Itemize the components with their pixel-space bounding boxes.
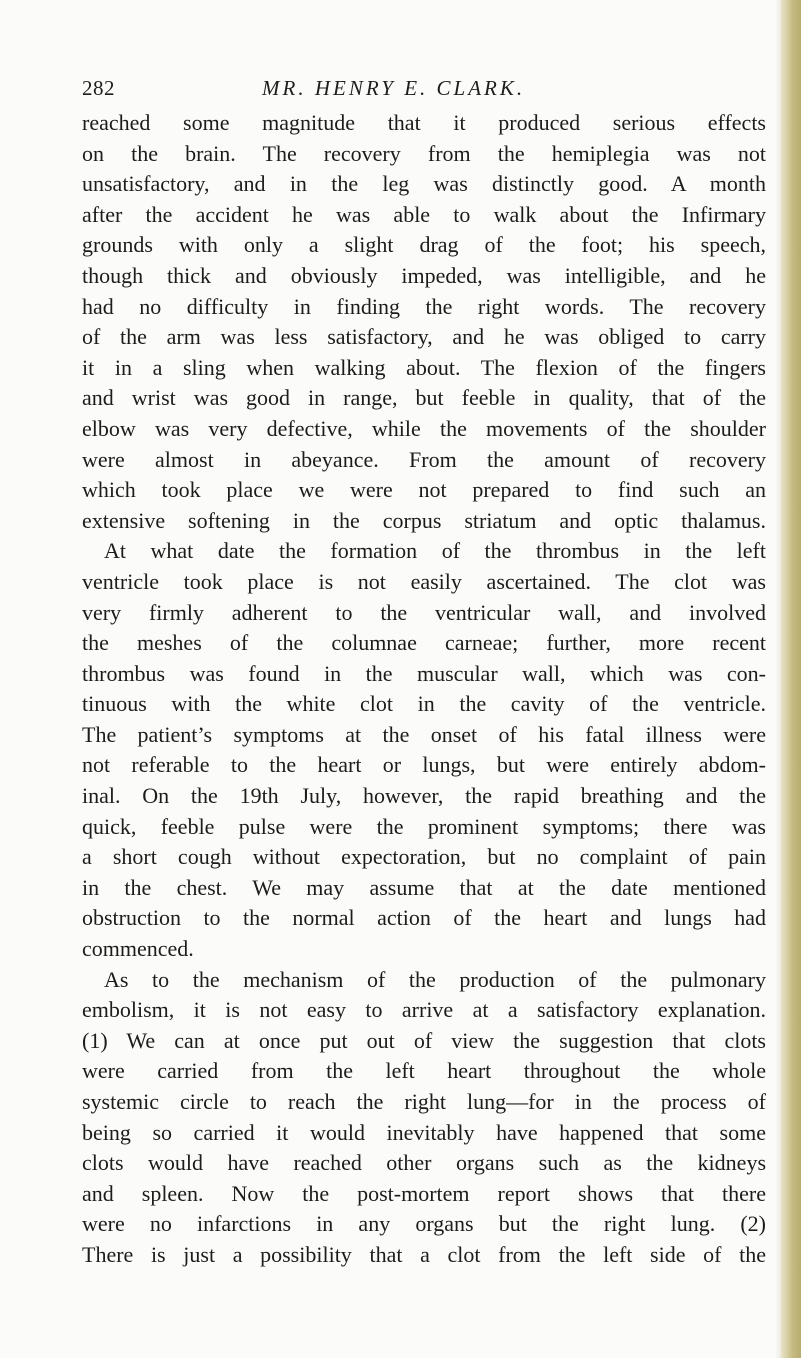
text-line: systemic circle to reach the right lung—for in the process of (82, 1089, 766, 1114)
text-line: on the brain. The recovery from the hemiplegia was not (82, 140, 766, 166)
text-line: At what date the formation of the thrombus in the left (104, 538, 766, 564)
text-line: obstruction to the normal action of the heart and lungs had (82, 905, 766, 931)
text-line: a short cough without expectoration, but no complaint of pain (82, 844, 766, 870)
text-line: ventricle took place is not easily ascertained. The clot was (82, 568, 766, 594)
text-line: were carried from the left heart throughout the whole (82, 1058, 766, 1084)
text-line: inal. On the 19th July, however, the rapid breathing and the (82, 783, 766, 809)
text-line: extensive softening in the corpus striatum and optic thalamus. (82, 507, 766, 533)
text-line: clots would have reached other organs such as the kidneys (82, 1150, 766, 1176)
text-line: of the arm was less satisfactory, and he was obliged to carry (82, 324, 766, 350)
text-line: tinuous with the white clot in the cavity of the ventricle. (82, 691, 766, 717)
text-line: though thick and obviously impeded, was intelligible, and he (82, 262, 766, 288)
text-line: As to the mechanism of the production of the pulmonary (104, 966, 766, 992)
page-edge (781, 0, 801, 1358)
text-line: and spleen. Now the post-mortem report shows that there (82, 1180, 766, 1206)
text-line: had no difficulty in finding the right words. The recovery (82, 293, 766, 319)
text-line: not referable to the heart or lungs, but were entirely abdom- (82, 752, 766, 778)
text-line: after the accident he was able to walk about the Infirmary (82, 201, 766, 227)
text-line: and wrist was good in range, but feeble in quality, that of the (82, 385, 766, 411)
text-line: it in a sling when walking about. The flexion of the fingers (82, 354, 766, 380)
body-text (82, 108, 766, 1271)
text-line: in the chest. We may assume that at the date mentioned (82, 874, 766, 900)
text-line: being so carried it would inevitably have happened that some (82, 1119, 766, 1145)
text-line: grounds with only a slight drag of the foot; his speech, (82, 232, 766, 258)
text-line: quick, feeble pulse were the prominent symptoms; there was (82, 813, 766, 839)
text-line: were no infarctions in any organs but the right lung. (2) (82, 1211, 766, 1237)
text-line: commenced. (82, 936, 194, 962)
text-line: very firmly adherent to the ventricular wall, and involved (82, 599, 766, 625)
text-line: There is just a possibility that a clot from the left side of the (82, 1241, 766, 1267)
text-line: The patient’s symptoms at the onset of his fatal illness were (82, 721, 766, 747)
text-line: elbow was very defective, while the movements of the shoulder (82, 415, 766, 441)
running-head: MR. HENRY E. CLARK. (262, 76, 526, 100)
page-header (82, 76, 764, 112)
text-line: unsatisfactory, and in the leg was distinctly good. A month (82, 171, 766, 197)
text-line: which took place we were not prepared to find such an (82, 477, 766, 503)
page-number: 282 (82, 76, 115, 100)
text-line: reached some magnitude that it produced serious effects (82, 110, 766, 135)
text-line: the meshes of the columnae carneae; further, more recent (82, 630, 766, 656)
text-line: were almost in abeyance. From the amount of recovery (82, 446, 766, 472)
text-line: thrombus was found in the muscular wall, which was con- (82, 660, 766, 686)
text-line: (1) We can at once put out of view the suggestion that clots (82, 1027, 766, 1053)
text-line: embolism, it is not easy to arrive at a satisfactory explanation. (82, 997, 766, 1023)
